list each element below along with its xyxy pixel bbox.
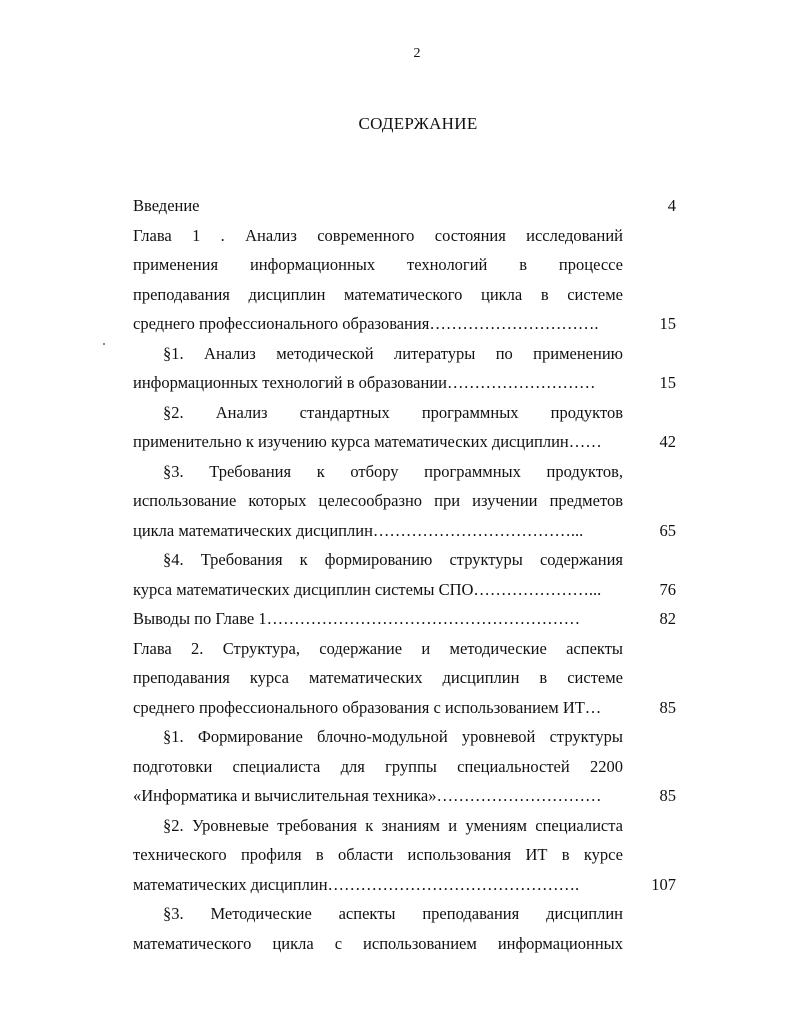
- toc-line: курса математических дисциплин системы СПО…………………...: [133, 579, 602, 599]
- toc-last-line-row: [133, 575, 676, 605]
- page-number: 2: [413, 46, 421, 61]
- toc-line: преподавания курса математических дисциплин в системе: [133, 668, 623, 687]
- toc-last-line-row: [133, 693, 676, 723]
- toc-line: §2. Анализ стандартных программных продуктов: [163, 402, 623, 422]
- toc-line: применения информационных технологий в процессе: [133, 255, 623, 274]
- toc-line: §1. Формирование блочно-модульной уровневой структуры: [163, 727, 623, 746]
- toc-entry-ch1-section-4: [133, 545, 676, 604]
- toc-line: §1. Анализ методической литературы по применению: [163, 343, 623, 363]
- toc-page-number: 82: [659, 609, 676, 628]
- toc-line: информационных технологий в образовании………………………: [133, 373, 596, 392]
- toc-entry-ch1-conclusions: [133, 604, 676, 634]
- toc-line: цикла математических дисциплин………………………………...: [133, 520, 584, 540]
- toc-line: среднего профессионального образования………………………….: [133, 314, 599, 333]
- toc-entry-ch1-section-2: [133, 398, 676, 457]
- toc-page-number: 15: [659, 314, 676, 333]
- toc-line: подготовки специалиста для группы специальностей 2200: [133, 756, 623, 776]
- toc-page-number: 85: [659, 786, 676, 805]
- toc-line: §4. Требования к формированию структуры содержания: [163, 550, 623, 569]
- toc-line: использование которых целесообразно при изучении предметов: [133, 491, 623, 510]
- toc-line: §3. Методические аспекты преподавания дисциплин: [163, 904, 623, 923]
- toc-last-line-row: [133, 781, 676, 811]
- toc-line: Глава 2. Структура, содержание и методические аспекты: [133, 638, 623, 658]
- table-of-contents: [133, 191, 676, 958]
- toc-last-line-row: [133, 870, 676, 900]
- toc-entry-chapter-1: [133, 221, 676, 339]
- toc-page-number: 107: [651, 874, 676, 894]
- toc-page-number: 15: [659, 373, 676, 392]
- toc-entry-ch1-section-1: [133, 339, 676, 398]
- toc-last-line-row: [133, 368, 676, 398]
- toc-line: преподавания дисциплин математического цикла в системе: [133, 284, 623, 304]
- toc-line: среднего профессионального образования с использованием ИТ…: [133, 697, 602, 717]
- toc-entry-chapter-2: [133, 634, 676, 723]
- toc-entry-ch2-section-1: [133, 722, 676, 811]
- toc-line: технического профиля в области использования ИТ в курсе: [133, 845, 623, 864]
- toc-last-line-row: [133, 309, 676, 339]
- toc-entry-ch2-section-2: [133, 811, 676, 900]
- toc-page-number: 65: [659, 520, 676, 540]
- toc-entry-text: Введение: [133, 196, 200, 215]
- toc-line: математического цикла с использованием информационных: [133, 933, 623, 953]
- scan-speck: [103, 343, 105, 345]
- page-title: СОДЕРЖАНИЕ: [358, 114, 478, 133]
- toc-page-number: 85: [659, 697, 676, 717]
- toc-last-line-row: [133, 516, 676, 546]
- toc-line: «Информатика и вычислительная техника»…………………………: [133, 786, 602, 805]
- toc-last-line-row: [133, 604, 676, 634]
- toc-page-number: 76: [659, 579, 676, 599]
- toc-line: применительно к изучению курса математических дисциплин……: [133, 432, 602, 451]
- toc-line: Глава 1 . Анализ современного состояния исследований: [133, 225, 623, 245]
- toc-last-line-row: [133, 427, 676, 457]
- toc-line: §2. Уровневые требования к знаниям и умениям специалиста: [163, 815, 623, 835]
- toc-line: §3. Требования к отбору программных продуктов,: [163, 461, 623, 481]
- toc-entry-ch2-section-3: [133, 899, 676, 958]
- toc-line: Выводы по Главе 1…………………………………………………: [133, 609, 581, 628]
- toc-page-number: 42: [659, 432, 676, 451]
- toc-entry-introduction: [133, 191, 676, 221]
- toc-line: математических дисциплин……………………………………….: [133, 874, 580, 894]
- toc-entry-ch1-section-3: [133, 457, 676, 546]
- toc-page-number: 4: [667, 196, 676, 215]
